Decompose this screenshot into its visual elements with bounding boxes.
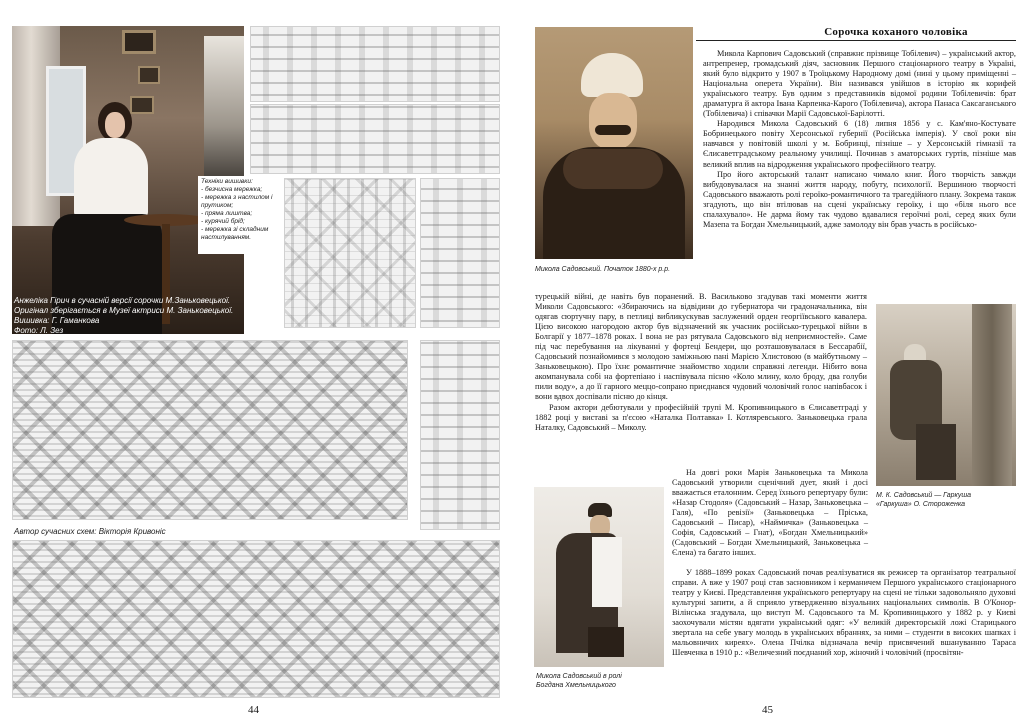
shirt bbox=[592, 537, 622, 607]
title-rule bbox=[696, 40, 1016, 41]
technique-item: - пряма лиштва; bbox=[201, 210, 253, 217]
paragraph: Разом актори дебютували у професійній трупі М. Кропивницького в Єлисаветграді у 1882 році у виставі за п'єсою «Наталка Полтавка» І. Котляревського. Заньковецька грала Наталку, Садовський – Миколу. bbox=[535, 402, 867, 432]
page-number: 45 bbox=[762, 704, 773, 716]
article-title: Сорочка коханого чоловіка bbox=[824, 26, 968, 38]
photo-sadovsky-portrait bbox=[535, 27, 693, 259]
page-number: 44 bbox=[248, 704, 259, 716]
right-page bbox=[512, 0, 1024, 724]
caption-line: Вишивка: Г. Гаманкова bbox=[14, 316, 100, 325]
photo-sadovsky-as-khmelnytsky bbox=[534, 487, 664, 667]
legs bbox=[916, 424, 956, 480]
paragraph: Народився Микола Садовський 6 (18) липня 1856 у с. Кам'яно-Костувате Бобринецького повіту Херсонської губернії (Російська імперія). У свої роки він навчався у повітовій школі у м. Бобринці, пізніше – у Херсонській гімназії та Єлисаветградському реальному училищі. Починав з аматорських гуртів, пізніше мав великий вплив на відродження українського професійного театру. bbox=[703, 119, 1016, 169]
picture-frame bbox=[130, 96, 154, 114]
caption-line: Фото: Л. Зез bbox=[14, 326, 64, 335]
tree bbox=[972, 304, 1012, 486]
article-text-middle bbox=[535, 292, 867, 433]
embroidery-pattern bbox=[420, 178, 500, 328]
article-text-top bbox=[703, 49, 1016, 230]
embroidery-pattern bbox=[250, 26, 500, 102]
picture-frame bbox=[122, 30, 156, 54]
embroidered-blouse bbox=[74, 138, 148, 218]
paragraph: Микола Карпович Садовський (справжнє прізвище Тобілевич) – український актор, антрепренер, громадський діяч, засновник Першого стаціонарного театру в Україні, який було відкрито у 1907 в Троїцькому Народному домі (нині у цьому приміщенні – Національна оперета України). Він називався увійшов в історію як корифей українського театру. Був одним з представників відомої родини Тобілевичів: брат драматурга й актора Івана Карпенка-Карого (Тобілевича), актора Панаса Саксаганського (Тобілевича) і співачки Марії Садовської-Барілотті. bbox=[703, 49, 1016, 119]
fur-collar bbox=[563, 149, 663, 189]
caption-line: Микола Садовський в ролі bbox=[536, 673, 622, 680]
photo-caption bbox=[14, 296, 246, 336]
embroidery-pattern bbox=[420, 340, 500, 530]
embroidery-techniques-box bbox=[198, 176, 282, 254]
paragraph: Про його акторський талант написано чимало книг. Його творчість завжди вибудовувалася на знанні життя народу, побуту, психології. Вершиною творчості Садовського вважають ролі героїко-романтичного та трагедійного плану. Зокрема також згадують, що він втілював на сцені українську героїку, і що «біля нього все спалахувало». Не дарма йому так чудово вдавалися героїчні ролі, серед яких були Мазепа та Богдан Хмельницький, адже замолоду він брав участь в російсько- bbox=[703, 169, 1016, 229]
paragraph: У 1888–1899 роках Садовський почав реалізуватися як режисер та організатор театральної справи. А вже у 1907 році став засновником і керманичем Першого українського стаціонарного театру у Києві. Представлення українського репертуару на сцені не тільки задовольняло духовні культурні запити, а й сприяло утвердженню візуальних національних символів. В О'Конор-Вілінська згадувала, що виступ М. Садовського та М. Кропивницького у 1882 р. у Києві заохочували містян вдягати український одяг: «У великій директорській ложі Старицького звертала на себе увагу молодь в українських вбраннях, за ними – студенти в високих шапках і мальовничих киреях». Олена Пчілка відзначала вечір присвячений вшануванню Тараса Шевченка в 1910 р.: «Величезний поєднаний хор, жіночий і чоловічий (просвітян- bbox=[672, 568, 1016, 658]
paragraph: турецькій війні, де навіть був поранений. В. Васильково згадував такі моменти життя Миколи Садовського: «Збираючись на відвідини до губернатора чи градоначальника, він одягав сюртучну пару, в петлиці вибликускував заслужений орден георгіївського кавалера. Цією високою нагородою актор був відзначений як учасник російсько-турецької війни в Болгарії у 1877–1878 роках. І вона не раз рятувала Садовського від неприємностей». Саме під час перебування на лікуванні у фортеці Бендери, що розташовувалася в Бессарабії, Садовський познайомився з молодою заміжньою пані Марією Хлистовою (в майбутньому – Заньковецькою). Про їхнє романтичне знайомство ходили справжні легенди. Нібито вона акомпанувала собі на фортепіано і наспівувала пісню «Коло млину, коло броду, два голуби пили воду», а до її гарного меццо-сопрано приєднався чудовий чоловічий голос напівбасок і вони вдвох доспівали пісню до кінця. bbox=[535, 292, 867, 402]
fur-hat bbox=[581, 53, 643, 97]
techniques-title: Техніки вишивки: bbox=[201, 178, 253, 185]
embroidery-pattern bbox=[12, 340, 408, 520]
technique-item: - курячий брід; bbox=[201, 218, 245, 225]
picture-frame bbox=[138, 66, 160, 84]
embroidery-pattern bbox=[12, 540, 500, 698]
portrait-photo bbox=[204, 36, 244, 186]
photo-caption: Микола Садовський. Початок 1880-х р.р. bbox=[535, 266, 671, 273]
caption-line: Богдана Хмельницького bbox=[536, 682, 616, 689]
embroidery-pattern bbox=[250, 104, 500, 174]
caption-line: М. К. Садовський — Гаркуша bbox=[876, 492, 972, 499]
moustache bbox=[595, 125, 631, 135]
photo-caption bbox=[876, 491, 1016, 509]
technique-item: - безчисна мережка; bbox=[201, 186, 263, 193]
boots bbox=[588, 627, 624, 657]
article-text-bottom bbox=[672, 568, 1016, 658]
caption-line: Анжеліка Гірич в сучасній версії сорочки М.Заньковецької. bbox=[14, 296, 231, 305]
photo-sadovsky-as-harkusha bbox=[876, 304, 1016, 486]
photo-caption bbox=[536, 672, 666, 690]
paragraph: На довгі роки Марія Заньковецька та Микола Садовський утворили сценічний дует, який і досі вважається еталонним. Серед їхнього репертуару були: «Назар Стодоля» (Садовський – Назар, Заньковецька – Галя), «По ревізії» (Заньковецька – Пріська, Садовський – Писар), «Наймичка» (Заньковецька – Софія, Садовський – Гнат), «Богдан Хмельницький» (Садовський – Богдан Хмельницький, Заньковецька – Єлена) та багато інших. bbox=[672, 468, 868, 558]
author-credit: Автор сучасних схем: Вікторія Кривоніс bbox=[14, 527, 166, 536]
face bbox=[589, 93, 637, 149]
technique-item: - мережка з настилом і прутиком; bbox=[201, 194, 273, 209]
technique-item: - мережка зі складним настилуванням. bbox=[201, 226, 269, 241]
caption-line: Оригінал зберігається в Музеї актриси М. Заньковецької. bbox=[14, 306, 234, 315]
woman-face bbox=[105, 112, 125, 138]
caption-line: «Гаркуша» О. Стороженка bbox=[876, 501, 966, 508]
article-text-narrow bbox=[672, 468, 868, 558]
embroidery-pattern bbox=[284, 178, 416, 328]
